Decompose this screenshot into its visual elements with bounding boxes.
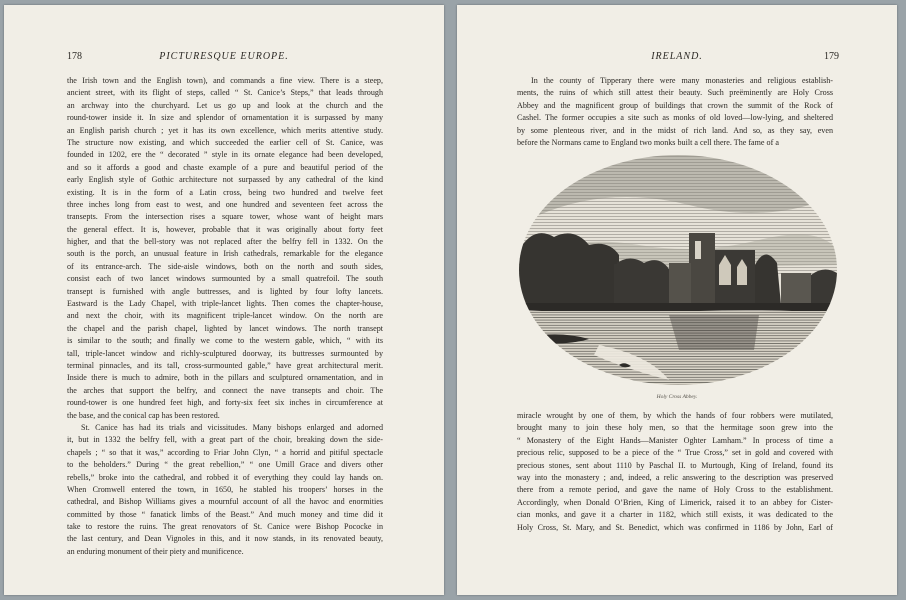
- text-line: is similar to the south; and finally we come to the western gable, which, “ with its: [67, 336, 383, 346]
- text-line: the chapel and the parish chapel, lighted by lancet windows. The north transept: [67, 323, 383, 333]
- page-number: 179: [824, 51, 839, 62]
- text-line: the Irish town and the English town), and commands a fine view. There is a steep,: [67, 76, 383, 85]
- text-line: and next the choir, with its magnificent triple-lancet window. On the north are: [67, 311, 383, 321]
- text-line: an enduring monument of their piety and munificence.: [67, 546, 244, 556]
- text-line: Abbey and the magnificent group of buildings that crown the summit of the Rock of: [517, 100, 833, 110]
- text-line: Accordingly, when Donald O’Brien, King of Limerick, raised it to an abbey for Cister-: [517, 497, 833, 507]
- text-line: brought many to join these holy men, so that the hermitage soon grew into the: [517, 423, 833, 433]
- text-line: tall, triple-lancet window and richly-sculptured doorway, its buttresses surmounted by: [67, 348, 383, 358]
- text-line: there from a remote period, and gave the name of Holy Cross to the establishment.: [517, 485, 833, 495]
- body-text: [67, 75, 383, 558]
- page-header: [4, 51, 444, 67]
- text-line: miracle wrought by one of them, by which the hands of four robbers were mutilated,: [517, 411, 833, 420]
- text-line: “ Monastery of the Eight Hands—Manister Oghter Lamham.” In process of time a: [517, 435, 833, 445]
- text-line: rebells,” broke into the cathedral, and robbed it of everything they could lay hands on.: [67, 472, 383, 482]
- text-line: the base, and the conical cap has been restored.: [67, 410, 220, 420]
- page-header: [457, 51, 897, 67]
- text-line: In the county of Tipperary there were many monasteries and religious establish-: [531, 76, 833, 85]
- text-line: of its entrance-arch. The side-aisle windows, both on the north and south sides,: [67, 261, 383, 271]
- text-line: precious stones, sent about 1110 by Paschal II. to Murtough, King of Ireland, found its: [517, 460, 833, 470]
- text-line: Holy Cross, St. Mary, and St. Benedict, which was confirmed in 1186 by John, Earl of: [517, 522, 833, 532]
- text-line: the last century, and Dean Vignoles in this, and it now stands, in its renovated beauty,: [67, 534, 383, 544]
- text-line: higher, and that the bell-story was not replaced after the belfry fell in 1332. On the: [67, 237, 383, 247]
- text-line: before the Normans came to England two monks built a cell there. The fame of a: [517, 137, 779, 147]
- text-line: precious relic, supposed to be a piece of the “ True Cross,” set in gold and covered with: [517, 448, 833, 458]
- text-line: transepts. From the intersection rises a square tower, whose want of height mars: [67, 212, 383, 222]
- illustration-caption: Holy Cross Abbey.: [656, 394, 698, 400]
- text-line: three inches long from east to west, and one hundred and seventeen feet across the: [67, 199, 383, 209]
- text-line: When Cromwell entered the town, in 1650, he stabled his troopers’ horses in the: [67, 484, 383, 494]
- text-line: early English style of Gothic architecture not surpassed by any cathedral of the kind: [67, 175, 383, 185]
- holy-cross-abbey-engraving: [519, 155, 837, 390]
- text-line: ancient street, with its flight of steps, called “ St. Canice’s Steps,” that leads through: [67, 88, 383, 98]
- text-line: the arches that support the belfry, and connect the nave transepts and choir. The: [67, 385, 383, 395]
- text-line: an archway into the churchyard. Let us go up and look at the church and the: [67, 100, 383, 110]
- text-line: take to restore the ruins. The great renovators of St. Canice were Bishop Pococke in: [67, 522, 383, 532]
- text-line: founded in 1202, ere the “ decorated ” style in its ornate elegance had been developed,: [67, 150, 383, 160]
- text-line: Inside there is much to admire, both in the pillars and sculptured ornamentation, and in: [67, 373, 383, 383]
- right-page: [457, 5, 897, 595]
- text-line: committed by those “ fanatick limbs of the Beast.” And much money and time did it: [67, 509, 383, 519]
- body-text-bottom: [517, 410, 833, 534]
- text-line: The structure now existing, and which succeeded the earlier cell of St. Canice, was: [67, 137, 383, 147]
- text-line: the general effect. It is, however, probable that it was originally about forty feet: [67, 224, 383, 234]
- text-line: south is the porch, an unusual feature in Irish cathedrals, remarkable for the elegance: [67, 249, 383, 259]
- text-line: by some plenteous river, and in the midst of rich land. And so, as they say, even: [517, 125, 833, 135]
- text-line: it, but in 1332 the belfry fell, with a great part of the choir, breaking down the side-: [67, 435, 383, 445]
- body-text-top: [517, 75, 833, 149]
- text-line: way into the monastery ; and, indeed, a relic answering to the description was preserved: [517, 472, 833, 482]
- page-number: 178: [67, 51, 82, 62]
- left-page: [4, 5, 444, 595]
- text-line: existing. It is in the form of a Latin cross, being two hundred and twelve feet: [67, 187, 383, 197]
- text-line: transept is furnished with angle buttresses, and is lighted by four lofty lancets.: [67, 286, 383, 296]
- text-line: to the beholders.” During “ the great rebellion,” “ one Umill Grace and divers other: [67, 460, 383, 470]
- text-line: round-tower is one hundred feet high, and forty-six feet six inches in circumference at: [67, 398, 383, 408]
- text-line: and so it affords a good and chaste example of a pure and beautiful period of the: [67, 162, 383, 172]
- text-line: an English parish church ; yet it has its own excellence, which merits attentive study.: [67, 125, 383, 135]
- text-line: cathedral, and Bishop Williams gives a mournful account of all the havoc and enormities: [67, 497, 383, 507]
- text-line: ments, the ruins of which still attest their beauty. Such preëminently are Holy Cross: [517, 88, 833, 98]
- text-line: cian monks, and gave it a charter in 1182, which still exists, it was dedicated to the: [517, 510, 833, 520]
- text-line: Eastward is the Lady Chapel, with triple-lancet lights. Then comes the chapter-house,: [67, 299, 383, 309]
- text-line: Cashel. The former occupies a site such as monks of old loved—low-lying, and sheltered: [517, 113, 833, 123]
- running-head: IRELAND.: [651, 51, 703, 62]
- text-line: terminal pinnacles, and its tall, cross-surmounted gable,” have great architectural merit.: [67, 360, 383, 370]
- text-line: St. Canice has had its trials and vicissitudes. Many bishops enlarged and adorned: [81, 422, 383, 432]
- running-head: PICTURESQUE EUROPE.: [159, 51, 289, 62]
- text-line: consist each of two lancet windows surmounted by a small quatrefoil. The south: [67, 274, 383, 284]
- text-line: chapels ; “ so that it was,” according to Friar John Clyn, “ a horrid and pitiful spectacle: [67, 447, 383, 457]
- text-line: round-tower inside it. In size and splendor of ornamentation it is surpassed by many: [67, 113, 383, 123]
